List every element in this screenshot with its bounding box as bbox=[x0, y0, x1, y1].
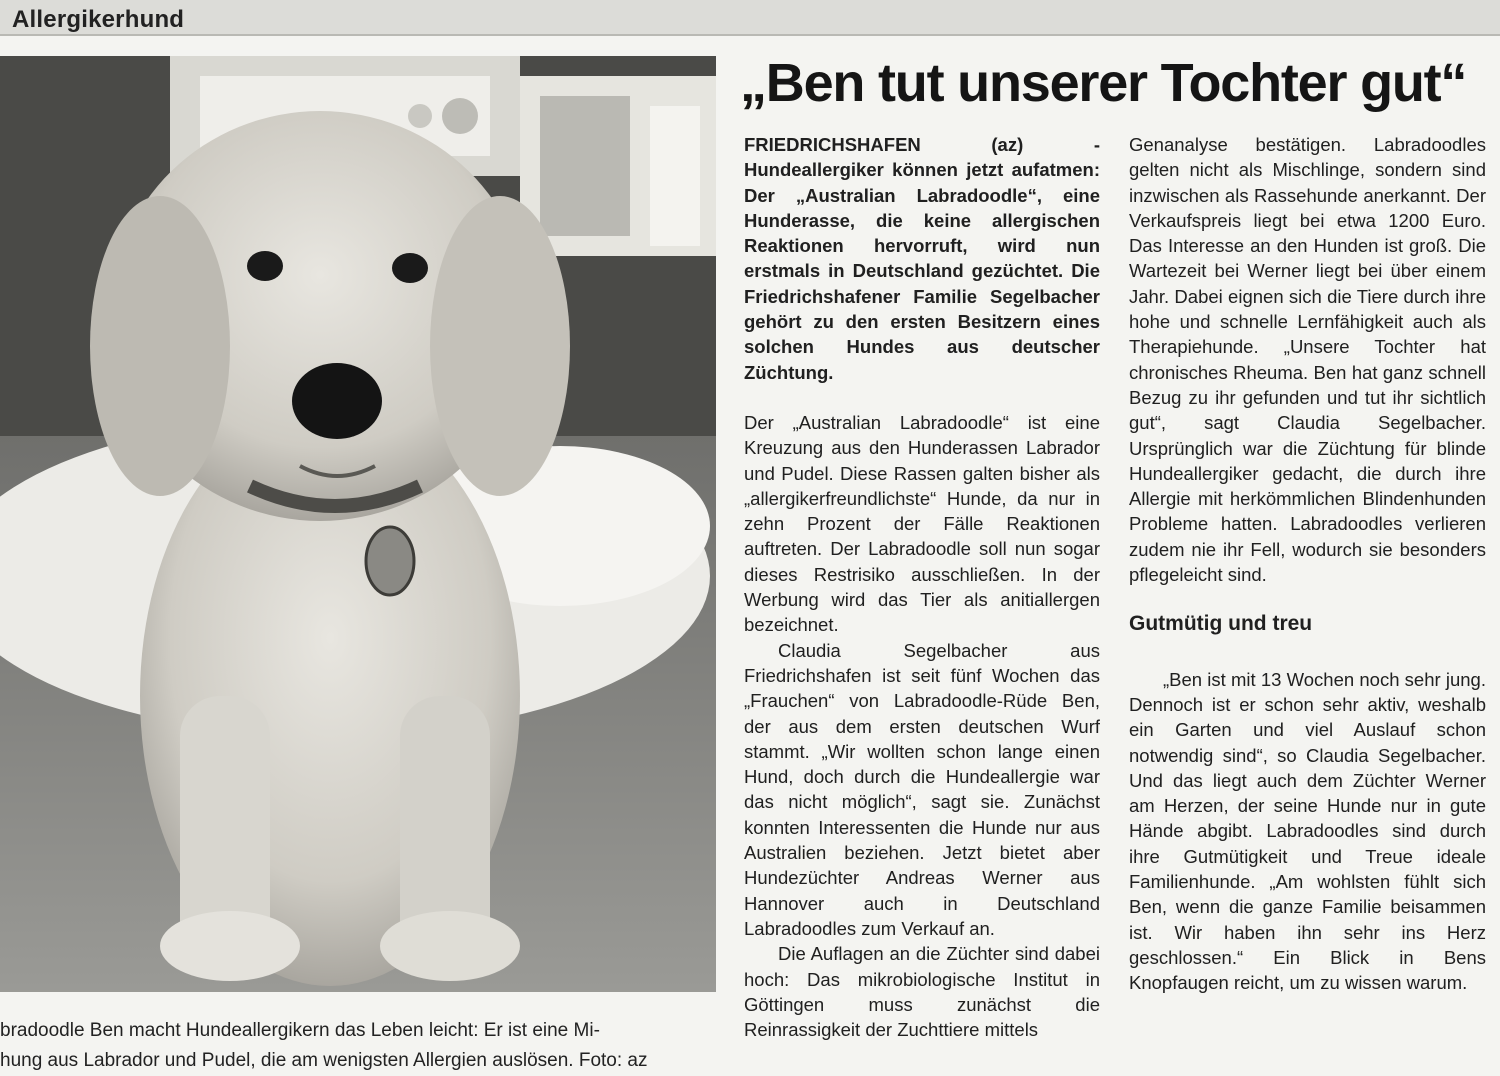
dog-photo bbox=[0, 56, 716, 992]
article-lead: FRIEDRICHSHAFEN (az) - Hundeallergiker können jetzt aufatmen: Der „Australian Labradoodle“, eine Hunderasse, die keine allergischen Reaktionen hervorruft, wird nun erstmals in Deutschland gezüchtet. Die Friedrichshafener Familie Segelbacher gehört zu den ersten Besitzern eines solchen Hundes aus deutscher Züchtung. bbox=[744, 134, 1100, 383]
article-paragraph-1: Der „Australian Labradoodle“ ist eine Kreuzung aus den Hunderassen Labrador und Pudel. Diese Rassen galten bisher als „allergikerfreundlichste“ Hunde, da nur in zehn Prozent der Fälle Reaktionen auftreten. Der Labradoodle soll nun sogar dieses Restrisiko ausschließen. In der Werbung wird das Tier als anitiallergen bezeichnet. bbox=[744, 411, 1100, 636]
photo-caption bbox=[0, 1016, 716, 1076]
article-paragraph-2: Claudia Segelbacher aus Friedrichshafen ist seit fünf Wochen das „Frauchen“ von Labradoodle-Rüde Ben, der aus dem ersten deutschen Wurf stammt. „Wir wollten schon lange einen Hund, doch durch die Hundeallergie war das nicht möglich“, sagt sie. Zunächst konnten Interessenten die Hunde nur aus Australien beziehen. Jetzt bietet aber Hundezüchter Andreas Werner aus Hannover auch in Deutschland Labradoodles zum Verkauf an. bbox=[744, 639, 1100, 939]
dog-photo-illustration bbox=[0, 56, 716, 992]
article-paragraph-4: Genanalyse bestätigen. Labradoodles gelten nicht als Mischlinge, sondern sind inzwischen als Rassehunde anerkannt. Der Verkaufspreis liegt bei etwa 1200 Euro. Das Interesse an den Hunden ist groß. Die Wartezeit bei Werner liegt bei über einem Jahr. Dabei eignen sich die Tiere durch ihre hohe und schnelle Lernfähigkeit auch als Therapiehunde. „Unsere Tochter hat chronisches Rheuma. Ben hat ganz schnell Bezug zu ihr gefunden und tut ihr sichtlich gut“, sagt Claudia Segelbacher. Ursprünglich war die Züchtung für blinde Hundeallergiker gedacht, die durch ihre Allergie mit herkömmlichen Blindenhunden Probleme hatten. Labradoodles verlieren zudem nie ihr Fell, wodurch sie besonders pflegeleicht sind. bbox=[1129, 134, 1486, 586]
caption-line-1: bradoodle Ben macht Hundeallergikern das Leben leicht: Er ist eine Mi- bbox=[0, 1020, 600, 1041]
article-column-1 bbox=[744, 132, 1100, 1059]
article-paragraph-5: „Ben ist mit 13 Wochen noch sehr jung. Dennoch ist er schon sehr aktiv, weshalb ein Garten und viel Auslauf schon notwendig sind“, so Claudia Segelbacher. Und das liegt auch dem Züchter Werner am Herzen, der seine Hunde nur in gute Hände abgibt. Labradoodles sind durch ihre Gutmütigkeit und Treue ideale Familienhunde. „Am wohlsten fühlt sich Ben, wenn die ganze Familie beisammen ist. Wir haben ihn sehr ins Herz geschlossen.“ Ein Blick in Bens Knopfaugen reicht, um zu wissen warum. bbox=[1129, 668, 1486, 994]
article-paragraph-3: Die Auflagen an die Züchter sind dabei hoch: Das mikrobiologische Institut in Göttingen muss zunächst die Reinrassigkeit der Zuchttiere mittels bbox=[744, 943, 1100, 1041]
section-label: Allergikerhund bbox=[12, 6, 185, 33]
article-headline: „Ben tut unserer Tochter gut“ bbox=[740, 53, 1467, 113]
section-header-bar bbox=[0, 0, 1500, 36]
article-column-2 bbox=[1129, 132, 1486, 1059]
caption-line-2: hung aus Labrador und Pudel, die am wenigsten Allergien auslösen. Foto: az bbox=[0, 1050, 648, 1071]
article-subheading: Gutmütig und treu bbox=[1129, 612, 1313, 636]
